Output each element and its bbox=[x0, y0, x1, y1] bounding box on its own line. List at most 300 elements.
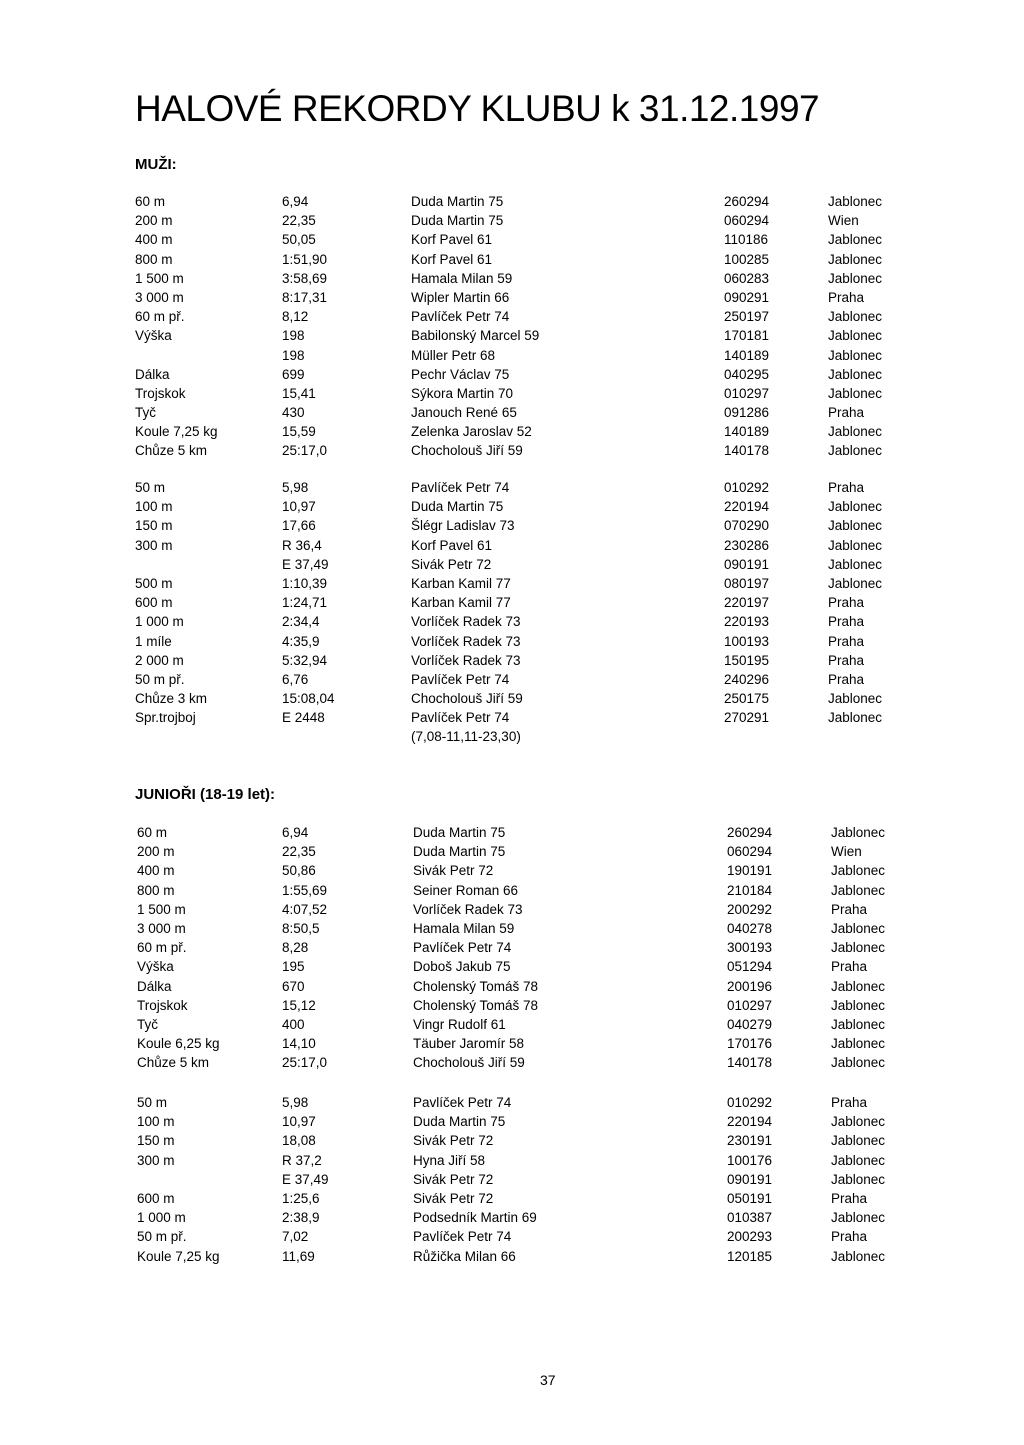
record-venue: Praha bbox=[828, 595, 865, 611]
table-row bbox=[0, 1017, 1024, 1036]
record-result: 7,02 bbox=[282, 1229, 309, 1245]
record-date: 150195 bbox=[724, 652, 770, 668]
record-venue: Wien bbox=[828, 213, 859, 229]
table-row bbox=[0, 691, 1024, 710]
record-venue: Jablonec bbox=[831, 1210, 886, 1226]
record-date: 010297 bbox=[727, 997, 773, 1013]
record-date: 250175 bbox=[724, 691, 770, 707]
table-row bbox=[0, 940, 1024, 959]
record-result: 11,69 bbox=[282, 1248, 315, 1264]
record-venue: Praha bbox=[831, 1229, 868, 1245]
record-result: 50,05 bbox=[282, 232, 316, 248]
record-venue: Praha bbox=[828, 480, 865, 495]
record-date: 010292 bbox=[727, 1095, 773, 1110]
table-row bbox=[0, 348, 1024, 367]
record-venue: Jablonec bbox=[828, 270, 883, 286]
record-athlete: Sivák Petr 72 bbox=[413, 1190, 494, 1206]
record-athlete: Hamala Milan 59 bbox=[411, 270, 513, 286]
record-athlete: Vorlíček Radek 73 bbox=[411, 614, 521, 630]
table-row bbox=[0, 1095, 1024, 1114]
record-athlete: Chocholouš Jiří 59 bbox=[411, 691, 523, 707]
table-row bbox=[0, 1229, 1024, 1248]
record-discipline: 150 m bbox=[137, 1133, 175, 1149]
record-venue: Praha bbox=[831, 1095, 868, 1110]
record-venue: Jablonec bbox=[828, 385, 883, 401]
record-discipline: 50 m př. bbox=[135, 671, 185, 687]
record-discipline: 1 500 m bbox=[135, 270, 184, 286]
record-discipline: 600 m bbox=[137, 1190, 175, 1206]
record-discipline: Výška bbox=[135, 328, 172, 344]
record-date: 100285 bbox=[724, 251, 770, 267]
record-result: 1:25,6 bbox=[282, 1190, 320, 1206]
record-athlete: Duda Martin 75 bbox=[413, 1114, 506, 1130]
record-athlete: Duda Martin 75 bbox=[411, 194, 504, 209]
record-venue: Praha bbox=[828, 633, 865, 649]
record-athlete: Doboš Jakub 75 bbox=[413, 959, 511, 975]
record-date: 090191 bbox=[727, 1171, 773, 1187]
record-discipline: 200 m bbox=[135, 213, 173, 229]
record-athlete: Pavlíček Petr 74 bbox=[413, 1095, 512, 1110]
record-venue: Jablonec bbox=[828, 499, 883, 515]
record-athlete: (7,08-11,11-23,30) bbox=[411, 729, 521, 745]
record-athlete: Chocholouš Jiří 59 bbox=[413, 1055, 525, 1071]
record-venue: Jablonec bbox=[831, 1114, 886, 1130]
record-venue: Praha bbox=[828, 405, 865, 421]
record-date: 230286 bbox=[724, 537, 770, 553]
record-athlete: Duda Martin 75 bbox=[413, 825, 506, 840]
record-athlete: Cholenský Tomáš 78 bbox=[413, 978, 539, 994]
record-discipline: 400 m bbox=[137, 863, 175, 879]
record-venue: Praha bbox=[828, 671, 865, 687]
record-venue: Jablonec bbox=[828, 710, 883, 726]
record-venue: Jablonec bbox=[828, 194, 883, 209]
table-row bbox=[0, 271, 1024, 290]
record-result: E 37,49 bbox=[282, 556, 329, 572]
record-athlete: Janouch René 65 bbox=[411, 405, 517, 421]
record-result: E 37,49 bbox=[282, 1171, 329, 1187]
record-athlete: Hamala Milan 59 bbox=[413, 920, 515, 936]
record-athlete: Karban Kamil 77 bbox=[411, 575, 511, 591]
table-row bbox=[0, 634, 1024, 653]
record-discipline: Spr.trojboj bbox=[135, 710, 196, 726]
record-date: 010292 bbox=[724, 480, 770, 495]
record-date: 200292 bbox=[727, 901, 773, 917]
record-date: 100193 bbox=[724, 633, 770, 649]
record-discipline: Tyč bbox=[137, 1016, 159, 1032]
record-result: 10,97 bbox=[282, 499, 316, 515]
record-date: 140178 bbox=[727, 1055, 773, 1071]
record-discipline: Tyč bbox=[135, 405, 157, 421]
record-date: 170176 bbox=[727, 1036, 773, 1052]
record-discipline: 60 m bbox=[135, 194, 166, 209]
table-row bbox=[0, 309, 1024, 328]
record-venue: Praha bbox=[828, 614, 865, 630]
record-result: 1:24,71 bbox=[282, 595, 328, 611]
table-row bbox=[0, 480, 1024, 499]
table-row bbox=[0, 1210, 1024, 1229]
page-number: 37 bbox=[540, 1372, 556, 1388]
table-row bbox=[0, 672, 1024, 691]
record-result: 1:10,39 bbox=[282, 575, 328, 591]
table-row bbox=[0, 499, 1024, 518]
record-discipline: 500 m bbox=[135, 575, 173, 591]
record-athlete: Podsedník Martin 69 bbox=[413, 1210, 537, 1226]
record-athlete: Müller Petr 68 bbox=[411, 347, 496, 363]
record-discipline: Koule 7,25 kg bbox=[135, 424, 218, 440]
record-athlete: Vorlíček Radek 73 bbox=[411, 633, 521, 649]
record-date: 200293 bbox=[727, 1229, 773, 1245]
record-date: 210184 bbox=[727, 882, 773, 898]
record-date: 060294 bbox=[724, 213, 770, 229]
table-row bbox=[0, 902, 1024, 921]
table-row bbox=[0, 405, 1024, 424]
record-athlete: Sivák Petr 72 bbox=[413, 1171, 494, 1187]
record-result: 5:32,94 bbox=[282, 652, 328, 668]
table-row bbox=[0, 194, 1024, 213]
record-date: 300193 bbox=[727, 940, 773, 956]
record-result: 22,35 bbox=[282, 844, 316, 860]
table-row bbox=[0, 614, 1024, 633]
table-row bbox=[0, 1036, 1024, 1055]
record-athlete: Korf Pavel 61 bbox=[411, 537, 493, 553]
record-venue: Jablonec bbox=[828, 232, 883, 248]
record-date: 230191 bbox=[727, 1133, 773, 1149]
record-result: R 36,4 bbox=[282, 537, 322, 553]
table-row bbox=[0, 443, 1024, 462]
record-result: 2:34,4 bbox=[282, 614, 320, 630]
record-discipline: 300 m bbox=[137, 1152, 175, 1168]
record-date: 050191 bbox=[727, 1190, 773, 1206]
record-discipline: 800 m bbox=[135, 251, 173, 267]
records-table bbox=[0, 194, 1024, 463]
record-discipline: 300 m bbox=[135, 537, 173, 553]
record-discipline: 50 m bbox=[137, 1095, 168, 1110]
record-athlete: Wipler Martin 66 bbox=[411, 289, 510, 305]
record-date: 040295 bbox=[724, 366, 770, 382]
record-athlete: Korf Pavel 61 bbox=[411, 251, 493, 267]
record-date: 200196 bbox=[727, 978, 773, 994]
record-result: 6,94 bbox=[282, 825, 309, 840]
table-row bbox=[0, 1191, 1024, 1210]
record-discipline: 50 m bbox=[135, 480, 166, 495]
records-table bbox=[0, 480, 1024, 749]
record-result: 25:17,0 bbox=[282, 1055, 328, 1071]
table-row bbox=[0, 1249, 1024, 1268]
record-athlete: Pavlíček Petr 74 bbox=[411, 671, 510, 687]
record-result: 8:50,5 bbox=[282, 920, 320, 936]
table-row bbox=[0, 290, 1024, 309]
record-athlete: Täuber Jaromír 58 bbox=[413, 1036, 525, 1052]
record-date: 220194 bbox=[724, 499, 770, 515]
record-venue: Jablonec bbox=[831, 1055, 886, 1071]
table-row bbox=[0, 825, 1024, 844]
table-row bbox=[0, 959, 1024, 978]
record-venue: Jablonec bbox=[828, 347, 883, 363]
table-row bbox=[0, 213, 1024, 232]
record-result: 22,35 bbox=[282, 213, 316, 229]
record-discipline: Chůze 5 km bbox=[137, 1055, 210, 1071]
record-result: 195 bbox=[282, 959, 305, 975]
record-result: 4:07,52 bbox=[282, 901, 328, 917]
record-discipline: Trojskok bbox=[137, 997, 188, 1013]
record-athlete: Vorlíček Radek 73 bbox=[413, 901, 523, 917]
record-athlete: Pechr Václav 75 bbox=[411, 366, 510, 382]
record-venue: Jablonec bbox=[828, 575, 883, 591]
table-row bbox=[0, 538, 1024, 557]
record-result: 5,98 bbox=[282, 480, 309, 495]
record-date: 100176 bbox=[727, 1152, 773, 1168]
record-venue: Praha bbox=[831, 959, 868, 975]
record-date: 140189 bbox=[724, 424, 770, 440]
record-discipline: 200 m bbox=[137, 844, 175, 860]
record-venue: Jablonec bbox=[831, 1016, 886, 1032]
record-athlete: Pavlíček Petr 74 bbox=[413, 940, 512, 956]
record-result: R 37,2 bbox=[282, 1152, 322, 1168]
page-title: HALOVÉ REKORDY KLUBU k 31.12.1997 bbox=[135, 88, 820, 129]
record-discipline: Chůze 5 km bbox=[135, 443, 208, 459]
section-label-men: MUŽI: bbox=[135, 156, 177, 173]
record-discipline: 60 m př. bbox=[135, 309, 185, 325]
record-discipline: Výška bbox=[137, 959, 174, 975]
record-result: 8:17,31 bbox=[282, 289, 328, 305]
record-venue: Jablonec bbox=[831, 863, 886, 879]
record-athlete: Seiner Roman 66 bbox=[413, 882, 519, 898]
record-result: 3:58,69 bbox=[282, 270, 328, 286]
record-athlete: Sýkora Martin 70 bbox=[411, 385, 514, 401]
record-result: 10,97 bbox=[282, 1114, 316, 1130]
table-row bbox=[0, 1153, 1024, 1172]
record-result: 8,12 bbox=[282, 309, 309, 325]
record-athlete: Pavlíček Petr 74 bbox=[411, 309, 510, 325]
table-row bbox=[0, 232, 1024, 251]
record-venue: Jablonec bbox=[831, 1152, 886, 1168]
record-discipline: 50 m př. bbox=[137, 1229, 187, 1245]
table-row bbox=[0, 367, 1024, 386]
record-discipline: Chůze 3 km bbox=[135, 691, 208, 707]
record-date: 040278 bbox=[727, 920, 773, 936]
record-discipline: 1 000 m bbox=[137, 1210, 186, 1226]
record-venue: Praha bbox=[831, 901, 868, 917]
section-label-juniors: JUNIOŘI (18-19 let): bbox=[135, 786, 276, 803]
record-date: 140189 bbox=[724, 347, 770, 363]
record-discipline: 100 m bbox=[137, 1114, 175, 1130]
record-date: 080197 bbox=[724, 575, 770, 591]
record-date: 190191 bbox=[727, 863, 773, 879]
record-result: 50,86 bbox=[282, 863, 316, 879]
record-athlete: Karban Kamil 77 bbox=[411, 595, 511, 611]
record-athlete: Šlégr Ladislav 73 bbox=[411, 518, 515, 534]
record-venue: Jablonec bbox=[831, 920, 886, 936]
record-venue: Jablonec bbox=[831, 978, 886, 994]
record-athlete: Cholenský Tomáš 78 bbox=[413, 997, 539, 1013]
record-date: 170181 bbox=[724, 328, 770, 344]
record-result: E 2448 bbox=[282, 710, 325, 726]
table-row bbox=[0, 844, 1024, 863]
record-discipline: Trojskok bbox=[135, 385, 186, 401]
record-result: 14,10 bbox=[282, 1036, 316, 1052]
record-venue: Jablonec bbox=[828, 251, 883, 267]
record-venue: Jablonec bbox=[828, 309, 883, 325]
record-date: 070290 bbox=[724, 518, 770, 534]
record-athlete: Duda Martin 75 bbox=[413, 844, 506, 860]
record-venue: Jablonec bbox=[831, 1171, 886, 1187]
record-date: 240296 bbox=[724, 671, 770, 687]
record-athlete: Zelenka Jaroslav 52 bbox=[411, 424, 532, 440]
record-date: 060294 bbox=[727, 844, 773, 860]
record-date: 220193 bbox=[724, 614, 770, 630]
table-row bbox=[0, 653, 1024, 672]
table-row bbox=[0, 998, 1024, 1017]
record-athlete: Hyna Jiří 58 bbox=[413, 1152, 486, 1168]
record-athlete: Vorlíček Radek 73 bbox=[411, 652, 521, 668]
record-discipline: Dálka bbox=[137, 978, 172, 994]
record-date: 260294 bbox=[727, 825, 773, 840]
record-discipline: 1 500 m bbox=[137, 901, 186, 917]
record-athlete: Vingr Rudolf 61 bbox=[413, 1016, 506, 1032]
record-result: 17,66 bbox=[282, 518, 316, 534]
record-venue: Jablonec bbox=[831, 1133, 886, 1149]
record-result: 198 bbox=[282, 347, 305, 363]
record-discipline: 2 000 m bbox=[135, 652, 184, 668]
record-athlete: Chocholouš Jiří 59 bbox=[411, 443, 523, 459]
record-date: 090191 bbox=[724, 556, 770, 572]
record-result: 430 bbox=[282, 405, 305, 421]
record-discipline: 400 m bbox=[135, 232, 173, 248]
record-date: 220197 bbox=[724, 595, 770, 611]
record-discipline: Koule 7,25 kg bbox=[137, 1248, 220, 1264]
record-result: 15,12 bbox=[282, 997, 316, 1013]
records-table bbox=[0, 1095, 1024, 1268]
record-venue: Jablonec bbox=[828, 556, 883, 572]
record-venue: Jablonec bbox=[828, 518, 883, 534]
record-venue: Jablonec bbox=[828, 366, 883, 382]
table-row bbox=[0, 424, 1024, 443]
record-athlete: Pavlíček Petr 74 bbox=[413, 1229, 512, 1245]
record-result: 6,76 bbox=[282, 671, 309, 687]
table-row bbox=[0, 1114, 1024, 1133]
records-table bbox=[0, 825, 1024, 1074]
record-result: 15:08,04 bbox=[282, 691, 335, 707]
table-row bbox=[0, 710, 1024, 729]
record-date: 040279 bbox=[727, 1016, 773, 1032]
table-row bbox=[0, 883, 1024, 902]
table-row bbox=[0, 252, 1024, 271]
record-date: 220194 bbox=[727, 1114, 773, 1130]
record-result: 2:38,9 bbox=[282, 1210, 320, 1226]
table-row bbox=[0, 863, 1024, 882]
record-date: 260294 bbox=[724, 194, 770, 209]
record-discipline: 1 míle bbox=[135, 633, 172, 649]
record-discipline: 150 m bbox=[135, 518, 173, 534]
record-discipline: 60 m bbox=[137, 825, 168, 840]
record-discipline: 1 000 m bbox=[135, 614, 184, 630]
table-row bbox=[0, 518, 1024, 537]
record-athlete: Babilonský Marcel 59 bbox=[411, 328, 540, 344]
record-result: 18,08 bbox=[282, 1133, 316, 1149]
record-result: 8,28 bbox=[282, 940, 309, 956]
record-venue: Praha bbox=[828, 289, 865, 305]
record-result: 670 bbox=[282, 978, 305, 994]
record-date: 120185 bbox=[727, 1248, 773, 1264]
record-result: 25:17,0 bbox=[282, 443, 328, 459]
record-venue: Jablonec bbox=[831, 825, 886, 840]
table-row bbox=[0, 1172, 1024, 1191]
record-result: 6,94 bbox=[282, 194, 309, 209]
record-venue: Wien bbox=[831, 844, 862, 860]
record-discipline: 800 m bbox=[137, 882, 175, 898]
record-result: 15,59 bbox=[282, 424, 316, 440]
record-result: 1:55,69 bbox=[282, 882, 328, 898]
record-venue: Jablonec bbox=[828, 691, 883, 707]
record-result: 4:35,9 bbox=[282, 633, 320, 649]
record-date: 270291 bbox=[724, 710, 770, 726]
record-result: 1:51,90 bbox=[282, 251, 328, 267]
table-row bbox=[0, 729, 1024, 748]
table-row bbox=[0, 921, 1024, 940]
record-result: 699 bbox=[282, 366, 305, 382]
record-date: 060283 bbox=[724, 270, 770, 286]
record-venue: Jablonec bbox=[831, 1248, 886, 1264]
table-row bbox=[0, 386, 1024, 405]
record-discipline: 3 000 m bbox=[137, 920, 186, 936]
record-result: 15,41 bbox=[282, 385, 316, 401]
record-result: 198 bbox=[282, 328, 305, 344]
record-athlete: Duda Martin 75 bbox=[411, 213, 504, 229]
record-athlete: Pavlíček Petr 74 bbox=[411, 710, 510, 726]
record-athlete: Sivák Petr 72 bbox=[413, 1133, 494, 1149]
record-athlete: Duda Martin 75 bbox=[411, 499, 504, 515]
table-row bbox=[0, 1133, 1024, 1152]
record-result: 5,98 bbox=[282, 1095, 309, 1110]
record-date: 140178 bbox=[724, 443, 770, 459]
record-venue: Jablonec bbox=[831, 940, 886, 956]
record-athlete: Růžička Milan 66 bbox=[413, 1248, 516, 1264]
record-athlete: Sivák Petr 72 bbox=[413, 863, 494, 879]
record-discipline: 600 m bbox=[135, 595, 173, 611]
record-discipline: Koule 6,25 kg bbox=[137, 1036, 220, 1052]
record-date: 051294 bbox=[727, 959, 773, 975]
record-venue: Jablonec bbox=[831, 882, 886, 898]
record-discipline: Dálka bbox=[135, 366, 170, 382]
record-date: 250197 bbox=[724, 309, 770, 325]
record-athlete: Korf Pavel 61 bbox=[411, 232, 493, 248]
table-row bbox=[0, 595, 1024, 614]
record-result: 400 bbox=[282, 1016, 305, 1032]
table-row bbox=[0, 1055, 1024, 1074]
record-venue: Jablonec bbox=[828, 424, 883, 440]
record-discipline: 3 000 m bbox=[135, 289, 184, 305]
record-venue: Jablonec bbox=[828, 328, 883, 344]
record-date: 010297 bbox=[724, 385, 770, 401]
record-venue: Jablonec bbox=[828, 443, 883, 459]
record-date: 091286 bbox=[724, 405, 770, 421]
record-discipline: 60 m př. bbox=[137, 940, 187, 956]
record-date: 010387 bbox=[727, 1210, 773, 1226]
record-venue: Praha bbox=[831, 1190, 868, 1206]
record-date: 110186 bbox=[724, 232, 769, 248]
record-venue: Jablonec bbox=[831, 1036, 886, 1052]
table-row bbox=[0, 557, 1024, 576]
table-row bbox=[0, 328, 1024, 347]
table-row bbox=[0, 979, 1024, 998]
record-date: 090291 bbox=[724, 289, 770, 305]
record-discipline: 100 m bbox=[135, 499, 173, 515]
record-venue: Praha bbox=[828, 652, 865, 668]
record-venue: Jablonec bbox=[828, 537, 883, 553]
record-venue: Jablonec bbox=[831, 997, 886, 1013]
record-athlete: Sivák Petr 72 bbox=[411, 556, 492, 572]
record-athlete: Pavlíček Petr 74 bbox=[411, 480, 510, 495]
